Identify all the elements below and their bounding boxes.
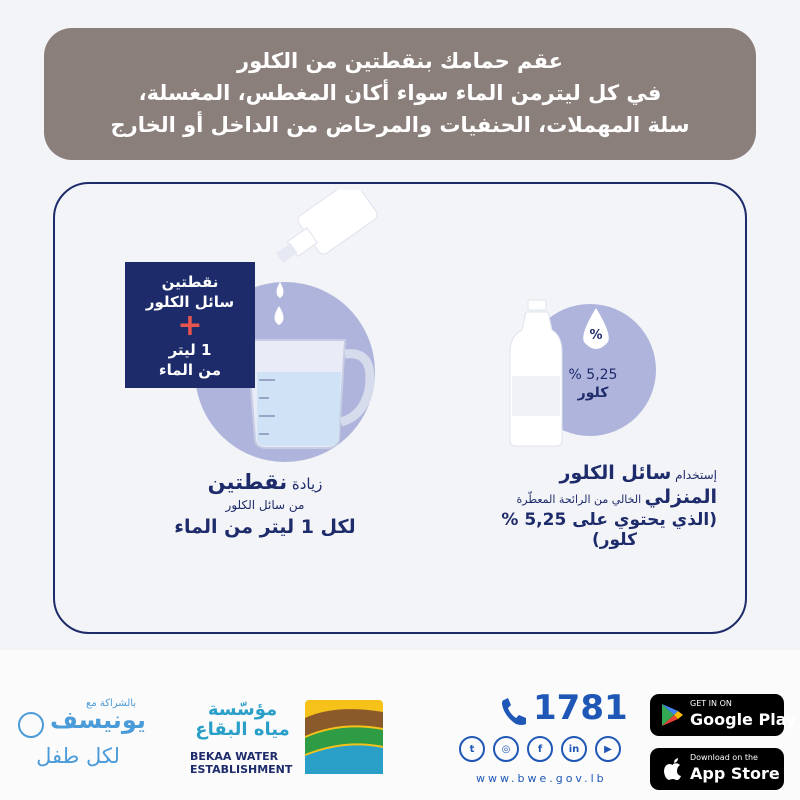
right-caption-line-1: إستخدام سائل الكلور <box>559 462 717 484</box>
recipe-box <box>125 262 255 388</box>
header-line-1: عقم حمامك بنقطتين من الكلور <box>237 49 563 73</box>
left-caption-line-1: زيادة نقطتين <box>207 470 323 494</box>
left-caption-line-2: من سائل الكلور <box>225 498 305 512</box>
recipe-liter: 1 ليتر <box>168 341 212 359</box>
right-caption <box>455 462 717 550</box>
app-store-badge[interactable] <box>650 748 784 790</box>
recipe-water: من الماء <box>158 361 222 379</box>
percent-symbol: % <box>589 328 603 343</box>
plus-icon: + <box>177 308 203 343</box>
facebook-icon[interactable]: f <box>527 736 553 762</box>
youtube-icon[interactable]: ▶ <box>595 736 621 762</box>
app-store-label: App Store <box>690 764 780 783</box>
phone-icon <box>498 696 530 728</box>
right-caption-line-3: (الذي يحتوي على 5,25 % <box>501 510 717 530</box>
recipe-drops: نقطتين <box>161 273 219 291</box>
linkedin-icon[interactable]: in <box>561 736 587 762</box>
google-play-small: GET IN ON <box>690 699 732 708</box>
app-store-small: Download on the <box>690 753 758 762</box>
unicef-logo-text: يونيسف <box>50 706 146 734</box>
google-play-icon <box>660 703 684 727</box>
left-caption <box>150 470 380 538</box>
hotline-number[interactable]: 1781 <box>533 688 628 728</box>
apple-icon <box>662 757 684 781</box>
right-caption-line-2: المنزلي الخالي من الرائحة المعطّرة <box>516 486 717 508</box>
header-line-2: في كل ليترمن الماء سواء أكان المغطس، المغسلة، <box>138 81 662 105</box>
unicef-tagline: لكل طفل <box>36 744 120 768</box>
right-caption-line-4: كلور) <box>591 530 637 550</box>
twitter-icon[interactable]: t <box>459 736 485 762</box>
unicef-partner-text: بالشراكة مع <box>86 698 137 709</box>
website-link[interactable]: www.bwe.gov.lb <box>476 772 607 785</box>
bwe-english-name: BEKAA WATER ESTABLISHMENT <box>190 750 293 776</box>
google-play-label: Google Play <box>690 710 797 729</box>
instagram-icon[interactable]: ◎ <box>493 736 519 762</box>
header-line-3: سلة المهملات، الحنفيات والمرحاض من الداخل أو الخارج <box>110 113 690 137</box>
recipe-chlorine: سائل الكلور <box>145 293 235 311</box>
google-play-badge[interactable] <box>650 694 797 736</box>
left-caption-line-3: لكل 1 ليتر من الماء <box>174 516 356 538</box>
concentration-label: % 5,25 كلور <box>568 367 618 401</box>
caption-emphasis: نقطتين <box>207 470 288 494</box>
header-banner <box>44 28 756 160</box>
unicef-globe-icon <box>18 712 44 738</box>
bwe-arabic-name: مؤسّسة مياه البقاع <box>195 699 290 740</box>
bwe-logo-icon <box>305 700 383 774</box>
pouring-bottle-icon <box>266 190 379 277</box>
